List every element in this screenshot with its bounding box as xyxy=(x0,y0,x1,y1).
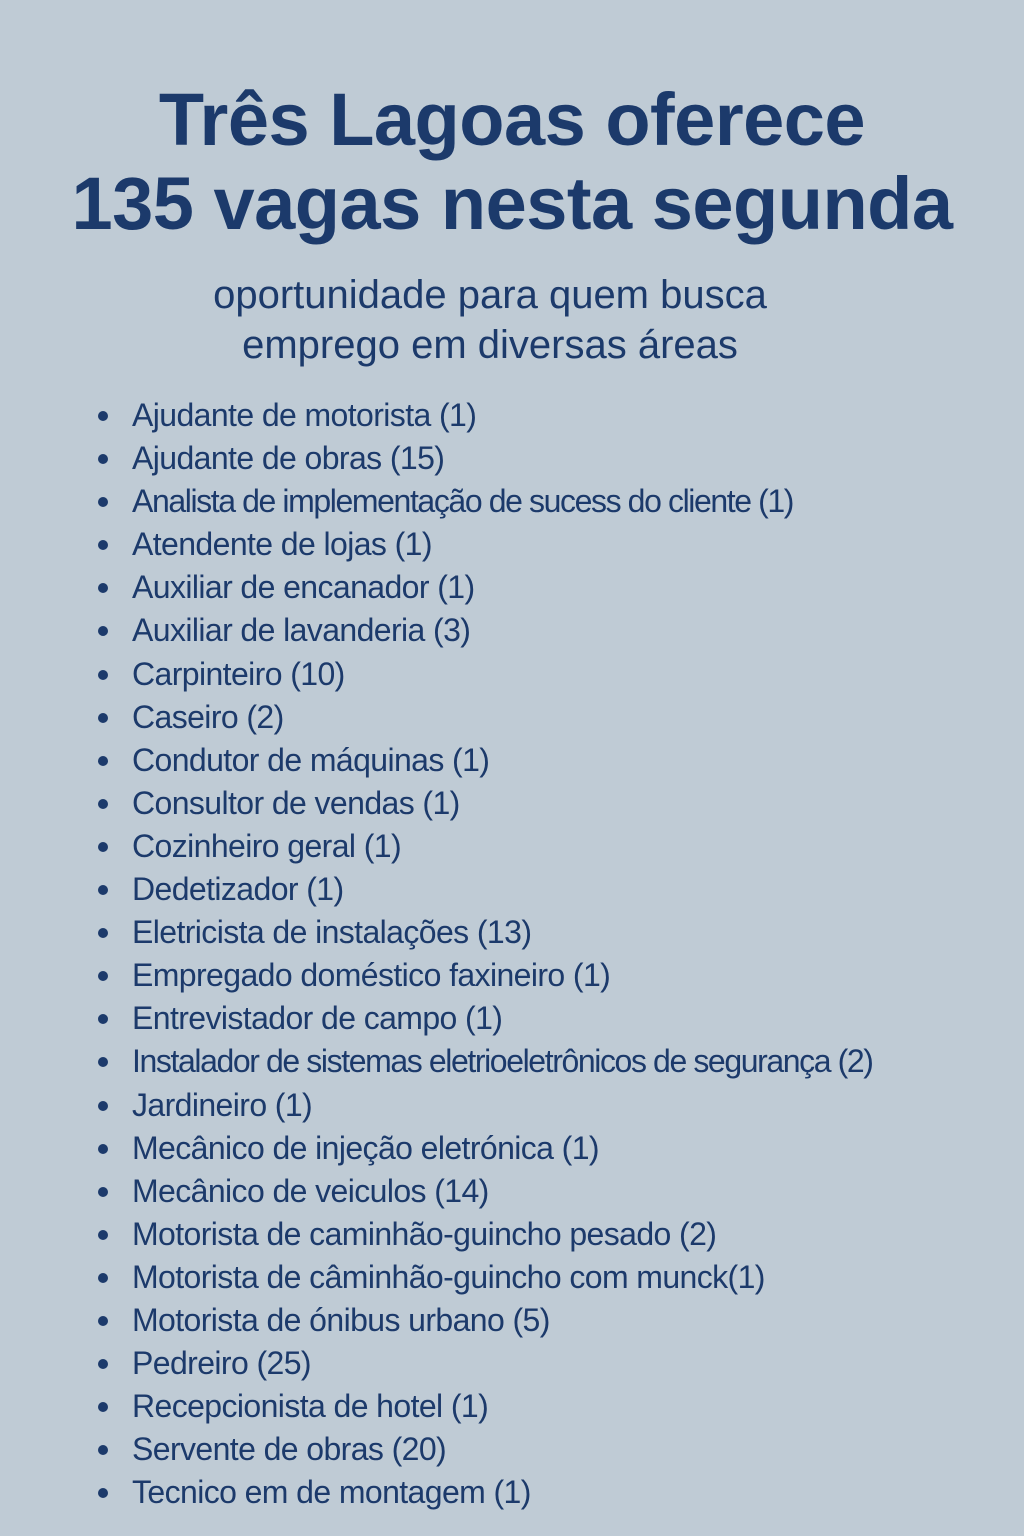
list-item xyxy=(96,1342,1016,1385)
list-item xyxy=(96,1040,1016,1083)
list-item xyxy=(96,523,1016,566)
list-item xyxy=(96,1170,1016,1213)
list-item xyxy=(96,739,1016,782)
job-label: Instalador de sistemas eletrioeletrônicos de segurança (2) xyxy=(132,1043,873,1080)
job-label: Entrevistador de campo (1) xyxy=(132,1000,503,1037)
bullet-icon xyxy=(98,540,108,550)
headline-line-2: 135 vagas nesta segunda xyxy=(71,162,953,245)
bullet-icon xyxy=(98,670,108,680)
list-item xyxy=(96,1385,1016,1428)
list-item xyxy=(96,825,1016,868)
job-label: Eletricista de instalações (13) xyxy=(132,914,532,951)
job-list xyxy=(96,394,1016,1514)
bullet-icon xyxy=(98,1273,108,1283)
bullet-icon xyxy=(98,1230,108,1240)
bullet-icon xyxy=(98,626,108,636)
list-item xyxy=(96,911,1016,954)
job-label: Carpinteiro (10) xyxy=(132,655,345,692)
job-label: Empregado doméstico faxineiro (1) xyxy=(132,957,611,994)
job-label: Tecnico em de montagem (1) xyxy=(132,1474,531,1511)
job-label: Auxiliar de lavanderia (3) xyxy=(132,612,471,649)
bullet-icon xyxy=(98,454,108,464)
bullet-icon xyxy=(98,799,108,809)
job-label: Mecânico de injeção eletrónica (1) xyxy=(132,1129,599,1166)
list-item xyxy=(96,480,1016,523)
list-item xyxy=(96,566,1016,609)
list-item xyxy=(96,1127,1016,1170)
list-item xyxy=(96,1471,1016,1514)
list-item xyxy=(96,954,1016,997)
job-label: Recepcionista de hotel (1) xyxy=(132,1388,489,1425)
job-label: Cozinheiro geral (1) xyxy=(132,827,402,864)
bullet-icon xyxy=(98,1144,108,1154)
list-item xyxy=(96,394,1016,437)
list-item xyxy=(96,997,1016,1040)
bullet-icon xyxy=(98,583,108,593)
bullet-icon xyxy=(98,1057,108,1067)
job-label: Atendente de lojas (1) xyxy=(132,526,432,563)
bullet-icon xyxy=(98,411,108,421)
bullet-icon xyxy=(98,756,108,766)
subtitle xyxy=(0,270,980,370)
job-label: Dedetizador (1) xyxy=(132,871,344,908)
job-label: Ajudante de motorista (1) xyxy=(132,397,477,433)
job-label: Condutor de máquinas (1) xyxy=(132,741,490,778)
bullet-icon xyxy=(98,971,108,981)
list-item xyxy=(96,782,1016,825)
list-item xyxy=(96,1256,1016,1299)
job-label: Mecânico de veiculos (14) xyxy=(132,1172,489,1209)
job-label: Consultor de vendas (1) xyxy=(132,784,460,821)
headline xyxy=(0,78,1024,246)
bullet-icon xyxy=(98,842,108,852)
job-label: Ajudante de obras (15) xyxy=(132,440,445,477)
list-item xyxy=(96,653,1016,696)
job-label: Servente de obras (20) xyxy=(132,1431,447,1468)
list-item xyxy=(96,1084,1016,1127)
subtitle-line-1: oportunidade para quem busca xyxy=(213,273,767,317)
job-label: Motorista de câminhão-guincho com munck(1) xyxy=(132,1258,765,1295)
bullet-icon xyxy=(98,497,108,507)
bullet-icon xyxy=(98,1316,108,1326)
job-label: Motorista de ónibus urbano (5) xyxy=(132,1301,550,1338)
bullet-icon xyxy=(98,1101,108,1111)
list-item xyxy=(96,696,1016,739)
bullet-icon xyxy=(98,885,108,895)
job-label: Pedreiro (25) xyxy=(132,1345,311,1382)
bullet-icon xyxy=(98,928,108,938)
job-label: Caseiro (2) xyxy=(132,698,284,735)
subtitle-line-2: emprego em diversas áreas xyxy=(242,323,738,367)
list-item xyxy=(96,1213,1016,1256)
bullet-icon xyxy=(98,1445,108,1455)
list-item xyxy=(96,868,1016,911)
list-item xyxy=(96,437,1016,480)
headline-line-1: Três Lagoas oferece xyxy=(158,78,866,161)
job-label: Analista de implementação de sucess do cliente (1) xyxy=(132,483,794,520)
bullet-icon xyxy=(98,1187,108,1197)
list-item xyxy=(96,609,1016,652)
bullet-icon xyxy=(98,1402,108,1412)
bullet-icon xyxy=(98,1359,108,1369)
list-item xyxy=(96,1428,1016,1471)
job-label: Auxiliar de encanador (1) xyxy=(132,569,475,606)
list-item xyxy=(96,1299,1016,1342)
bullet-icon xyxy=(98,713,108,723)
job-label: Jardineiro (1) xyxy=(132,1086,313,1123)
bullet-icon xyxy=(98,1014,108,1024)
job-label: Motorista de caminhão-guincho pesado (2) xyxy=(132,1215,717,1252)
bullet-icon xyxy=(98,1488,108,1498)
